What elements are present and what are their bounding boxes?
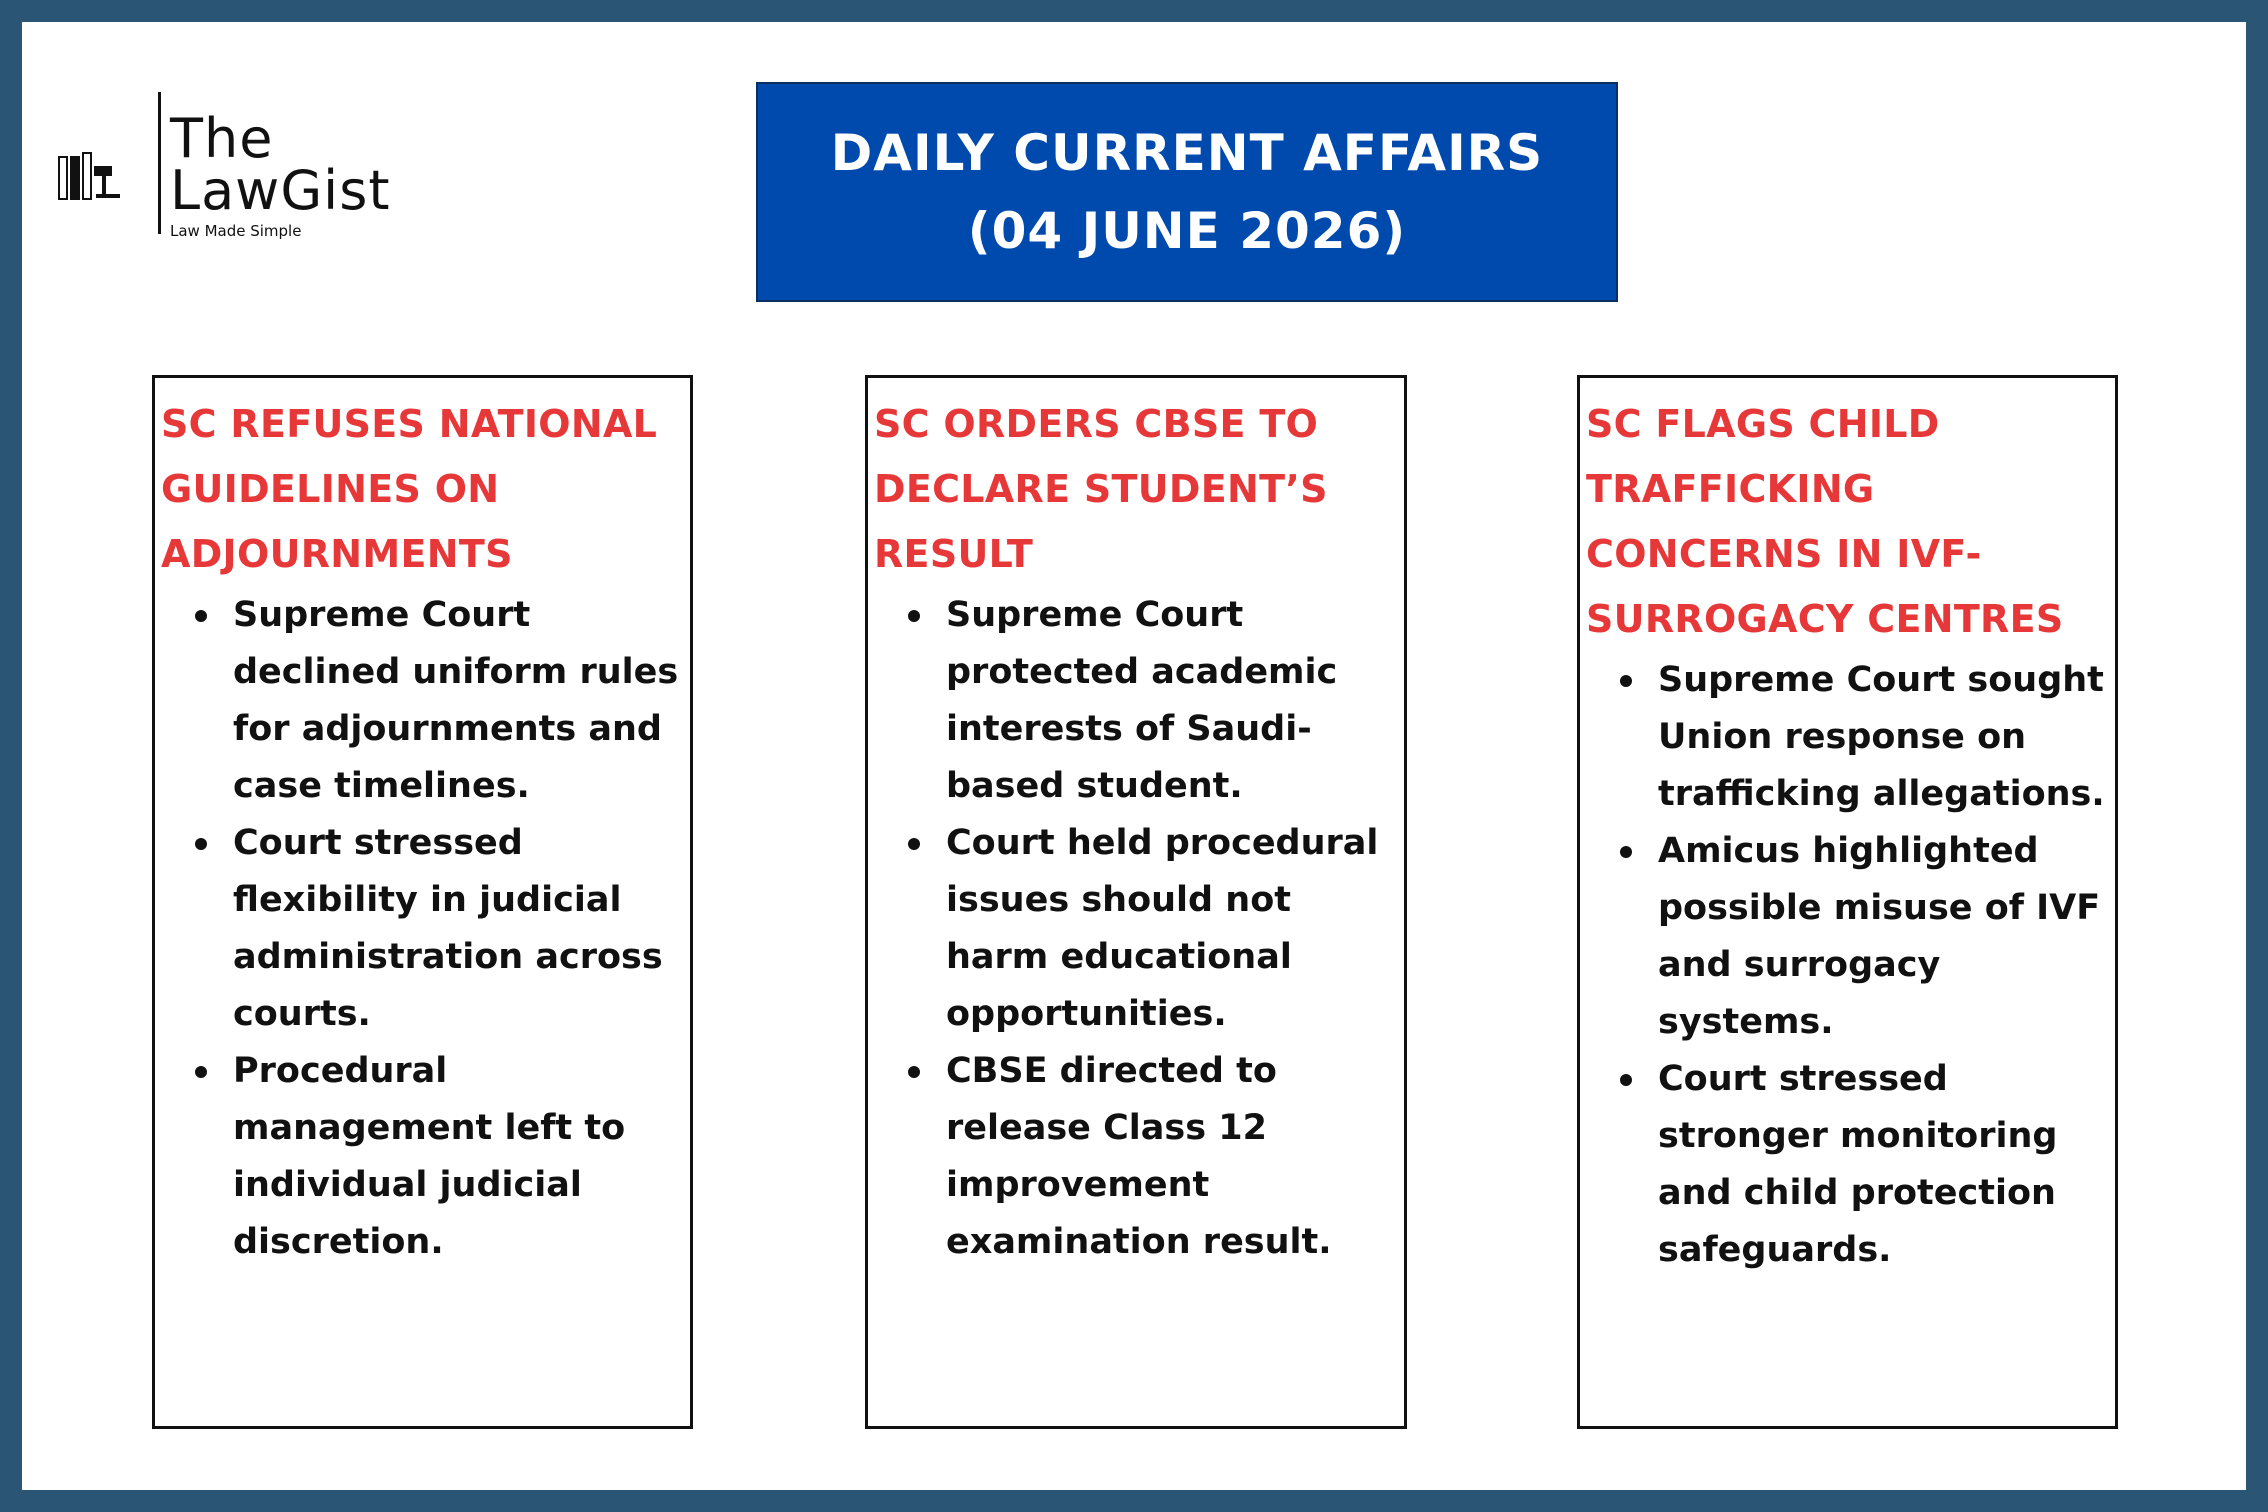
card-point [1620,652,2107,823]
card-point-text: Supreme Court sought Union response on trafficking allegations. [1658,660,2105,814]
card-points [874,587,1396,1271]
card-points [1586,652,2107,1279]
card-point-text: Supreme Court declined uniform rules for adjournments and case timelines. [233,595,679,806]
bullet-icon [908,1066,920,1078]
header-date: (04 JUNE 2026) [967,202,1407,260]
card-point-text: Supreme Court protected academic interests of Saudi-based student. [946,595,1338,806]
logo-tagline: Law Made Simple [170,222,302,240]
logo-word-lawgist: LawGist [170,159,391,222]
card-points [161,587,682,1271]
card-point-text: Amicus highlighted possible misuse of IVF and surrogacy systems. [1658,831,2101,1042]
card-point [1620,823,2107,1051]
bullet-icon [908,838,920,850]
card-point [908,815,1396,1043]
bullet-icon [1620,1074,1632,1086]
card-point-text: Procedural management left to individual judicial discretion. [233,1051,626,1262]
card-title: SC FLAGS CHILD TRAFFICKING CONCERNS IN IVF-SURROGACY CENTRES [1586,402,2064,641]
logo-word-the: The [170,107,274,170]
logo-divider [158,92,161,234]
card-point [195,815,682,1043]
card-point [195,1043,682,1271]
bullet-icon [195,1066,207,1078]
bullet-icon [1620,675,1632,687]
card-point [908,587,1396,815]
card-point-text: Court stressed flexibility in judicial administration across courts. [233,823,663,1034]
card-point-text: Court held procedural issues should not harm educational opportunities. [946,823,1379,1034]
books-gavel-icon [52,144,122,214]
lawgist-logo [52,92,392,242]
card-title: SC ORDERS CBSE TO DECLARE STUDENT’S RESULT [874,402,1328,576]
page [22,22,2246,1490]
card-point [195,587,682,815]
header-title: DAILY CURRENT AFFAIRS [830,124,1544,182]
card-point-text: Court stressed stronger monitoring and child protection safeguards. [1658,1059,2058,1270]
news-card-adjournments [152,375,693,1429]
card-point [908,1043,1396,1271]
card-point [1620,1051,2107,1279]
bullet-icon [195,838,207,850]
news-card-cbse-result [865,375,1407,1429]
news-card-ivf-surrogacy [1577,375,2118,1429]
card-title: SC REFUSES NATIONAL GUIDELINES ON ADJOURNMENTS [161,402,658,576]
card-point-text: CBSE directed to release Class 12 improvement examination result. [946,1051,1332,1262]
header-banner [756,82,1618,302]
bullet-icon [195,610,207,622]
bullet-icon [1620,846,1632,858]
bullet-icon [908,610,920,622]
